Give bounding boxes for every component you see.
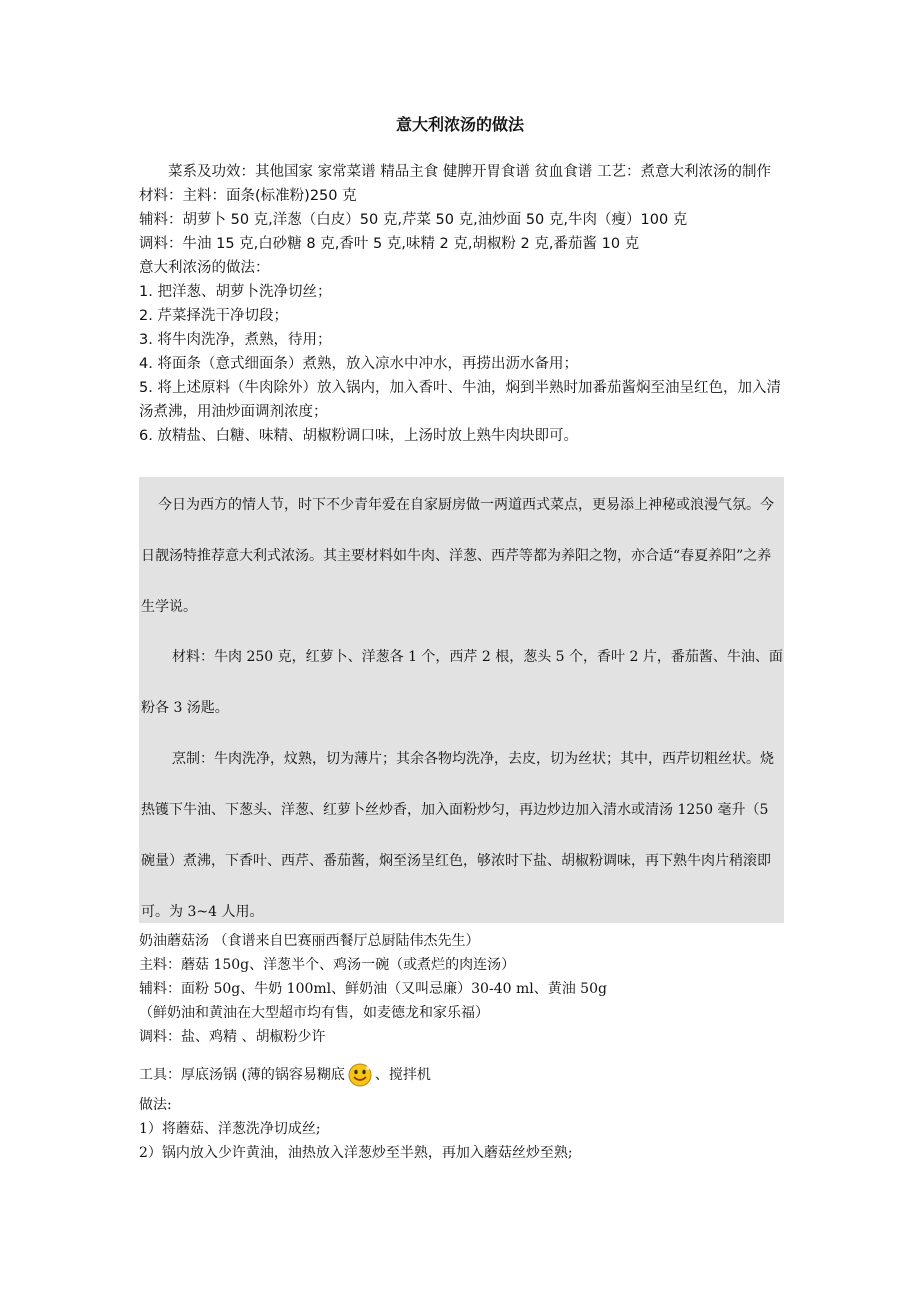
method-title: 做法: xyxy=(139,1097,172,1113)
page-title: 意大利浓汤的做法 xyxy=(395,115,524,134)
tools-text: 工具：厚底汤锅 (薄的锅容易糊底 xyxy=(139,1067,345,1083)
step-item: 6. 放精盐、白糖、味精、胡椒粉调口味，上汤时放上熟牛肉块即可。 xyxy=(139,428,578,444)
step-item: 3. 将牛肉洗净，煮熟，待用； xyxy=(139,332,332,348)
article-ingredients: 材料：牛肉 250 克，红萝卜、洋葱各 1 个，西芹 2 根，葱头 5 个，香叶 2 片，番茄酱、牛油、面粉各 3 汤匙。 xyxy=(141,649,783,716)
tools-line xyxy=(139,1057,784,1093)
main-ingredients: 主料：蘑菇 150g、洋葱半个、鸡汤一碗（或煮烂的肉连汤） xyxy=(139,957,516,973)
seasoning: 调料：盐、鸡精 、胡椒粉少许 xyxy=(139,1029,326,1045)
method-title: 意大利浓汤的做法： xyxy=(139,260,270,276)
smiley-icon xyxy=(347,1062,373,1088)
step-item: 5. 将上述原料（牛肉除外）放入锅内，加入香叶、牛油，焖到半熟时加番茄酱焖至油呈红色，加入清汤煮沸，用油炒面调剂浓度； xyxy=(139,380,781,420)
step-item: 2）锅内放入少许黄油，油热放入洋葱炒至半熟，再加入蘑菇丝炒至熟; xyxy=(139,1145,573,1161)
intro-paragraph: 菜系及功效：其他国家 家常菜谱 精品主食 健脾开胃食谱 贫血食谱 工艺：煮意大利浓汤的制作材料：主料：面条(标准粉)250 克 xyxy=(139,164,772,204)
ingredient-note: （鲜奶油和黄油在大型超市均有售，如麦德龙和家乐福） xyxy=(139,1005,489,1021)
shaded-article xyxy=(139,477,784,923)
seasoning: 调料：牛油 15 克,白砂糖 8 克,香叶 5 克,味精 2 克,胡椒粉 2 克,番茄酱 10 克 xyxy=(139,236,640,252)
aux-ingredients: 辅料：面粉 50g、牛奶 100ml、鲜奶油（又叫忌廉）30-40 ml、黄油 50g xyxy=(139,981,607,997)
tools-text-end: 、搅拌机 xyxy=(374,1067,431,1083)
recipe-section-1 xyxy=(139,160,784,448)
step-item: 1. 把洋葱、胡萝卜洗净切丝； xyxy=(139,284,332,300)
recipe-2-title: 奶油蘑菇汤 （食谱来自巴赛丽西餐厅总厨陆伟杰先生） xyxy=(139,933,480,949)
article-method: 烹制：牛肉洗净，炆熟，切为薄片；其余各物均洗净，去皮，切为丝状；其中，西芹切粗丝状。烧热镬下牛油、下葱头、洋葱、红萝卜丝炒香，加入面粉炒匀，再边炒边加入清水或清汤 1250 毫升（5 碗量）煮沸，下香叶、西芹、番茄酱，焖至汤呈红色，够浓时下盐、胡椒粉调味，再下熟牛肉片稍滚即可。为 3~4 人用。 xyxy=(141,751,774,920)
article-intro: 今日为西方的情人节，时下不少青年爱在自家厨房做一两道西式菜点，更易添上神秘或浪漫气氛。今日靓汤特推荐意大利式浓汤。其主要材料如牛肉、洋葱、西芹等都为养阳之物，亦合适“春夏养阳”之养生学说。 xyxy=(141,497,774,615)
step-item: 4. 将面条（意式细面条）煮熟，放入凉水中冲水，再捞出沥水备用； xyxy=(139,356,578,372)
recipe-section-2 xyxy=(139,929,784,1165)
aux-ingredients: 辅料：胡萝卜 50 克,洋葱（白皮）50 克,芹菜 50 克,油炒面 50 克,牛肉（瘦）100 克 xyxy=(139,212,688,228)
step-item: 2. 芹菜择洗干净切段； xyxy=(139,308,288,324)
step-item: 1）将蘑菇、洋葱洗净切成丝; xyxy=(139,1121,321,1137)
